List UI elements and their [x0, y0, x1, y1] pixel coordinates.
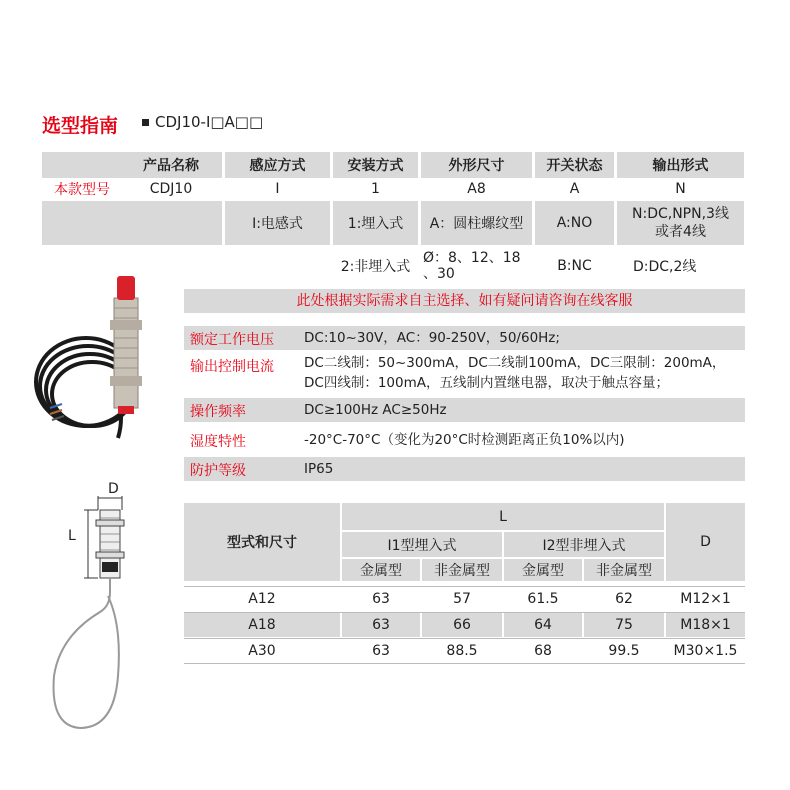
diagram-label-d: D — [108, 481, 119, 497]
header-install: 安装方式 — [347, 158, 404, 174]
header-sensing: 感应方式 — [249, 158, 306, 174]
size-material-4: 非金属型 — [596, 563, 652, 579]
table-row-a12-d: M12×1 — [680, 591, 731, 607]
header-output: 输出形式 — [652, 158, 709, 174]
current-size: A8 — [467, 181, 486, 197]
option-size-diameters: Ø：8、12、18 、30 — [423, 250, 521, 282]
option-switch-nc: B:NC — [557, 258, 592, 274]
table-row-a18-type: A18 — [248, 617, 276, 633]
sensor-cable-photo — [28, 268, 188, 468]
current-install: 1 — [371, 181, 380, 197]
spec-value-protection: IP65 — [304, 461, 334, 477]
table-row-a18-v1: 63 — [372, 617, 390, 633]
size-material-2: 非金属型 — [434, 563, 490, 579]
table-row-a30-v4: 99.5 — [608, 643, 640, 659]
page-title: 选型指南 — [42, 115, 119, 137]
table-row-a12-v2: 57 — [453, 591, 471, 607]
size-subheader-non-embedded: I2型非埋入式 — [542, 537, 626, 554]
table-row-a18-d: M18×1 — [680, 617, 731, 633]
table-row-a18-v2: 66 — [453, 617, 471, 633]
option-install-embedded: 1:埋入式 — [347, 216, 404, 232]
option-output-dc2: D:DC,2线 — [633, 259, 697, 275]
table-row-a12-v4: 62 — [615, 591, 633, 607]
table-row-a12-v1: 63 — [372, 591, 390, 607]
table-row-a30-v2: 88.5 — [446, 643, 478, 659]
sensor-dimension-diagram — [40, 496, 160, 786]
model-code: CDJ10-I□A□□ — [155, 113, 264, 131]
size-row-header: 型式和尺寸 — [227, 535, 297, 551]
table-row-a30-v3: 68 — [534, 643, 552, 659]
table-row-a30-v1: 63 — [372, 643, 390, 659]
current-switch: A — [569, 181, 580, 197]
table-row-a12-v3: 61.5 — [527, 591, 559, 607]
size-subheader-embedded: I1型埋入式 — [387, 537, 457, 554]
option-switch-no: A:NO — [556, 215, 593, 231]
current-sensing: I — [275, 181, 280, 197]
spec-value-current: DC二线制：50~300mA，DC二线制100mA，DC三限制：200mA， DC四线制：100mA，五线制内置继电器，取决于触点容量； — [304, 355, 726, 391]
current-model-label: 本款型号 — [54, 182, 110, 198]
bullet-square-icon — [142, 119, 149, 126]
size-material-3: 金属型 — [522, 563, 564, 579]
notice-text: 此处根据实际需求自主选择、如有疑问请咨询在线客服 — [296, 293, 633, 309]
table-row-a12-type: A12 — [248, 591, 276, 607]
size-material-1: 金属型 — [360, 563, 402, 579]
table-row-a30-type: A30 — [248, 643, 276, 659]
spec-label-current: 输出控制电流 — [190, 359, 274, 375]
header-product-name: 产品名称 — [143, 158, 199, 174]
table-row-a30-d: M30×1.5 — [673, 643, 738, 659]
spec-label-humidity: 湿度特性 — [190, 434, 246, 450]
current-output: N — [675, 181, 686, 197]
spec-label-protection: 防护等级 — [190, 463, 246, 479]
option-size-cylinder: A：圆柱螺纹型 — [429, 216, 524, 232]
spec-value-voltage: DC:10~30V，AC：90-250V，50/60Hz; — [304, 330, 560, 346]
size-group-header-l: L — [499, 508, 507, 525]
option-install-flush: 2:非埋入式 — [340, 259, 411, 275]
size-d-header: D — [700, 534, 711, 550]
header-size: 外形尺寸 — [448, 158, 505, 174]
spec-label-voltage: 额定工作电压 — [190, 332, 274, 348]
spec-value-frequency: DC≥100Hz AC≥50Hz — [304, 402, 447, 418]
option-output-npn: N:DC,NPN,3线 或者4线 — [632, 206, 729, 240]
diagram-label-l: L — [68, 528, 76, 544]
table-row-a18-v3: 64 — [534, 617, 552, 633]
current-product: CDJ10 — [149, 181, 193, 197]
option-sensing-inductive: I:电感式 — [252, 216, 303, 232]
spec-value-humidity: -20°C-70°C（变化为20°C时检测距离正负10%以内) — [304, 432, 625, 448]
header-switch: 开关状态 — [546, 158, 603, 174]
spec-label-frequency: 操作频率 — [190, 404, 246, 420]
table-row-a18-v4: 75 — [615, 617, 633, 633]
